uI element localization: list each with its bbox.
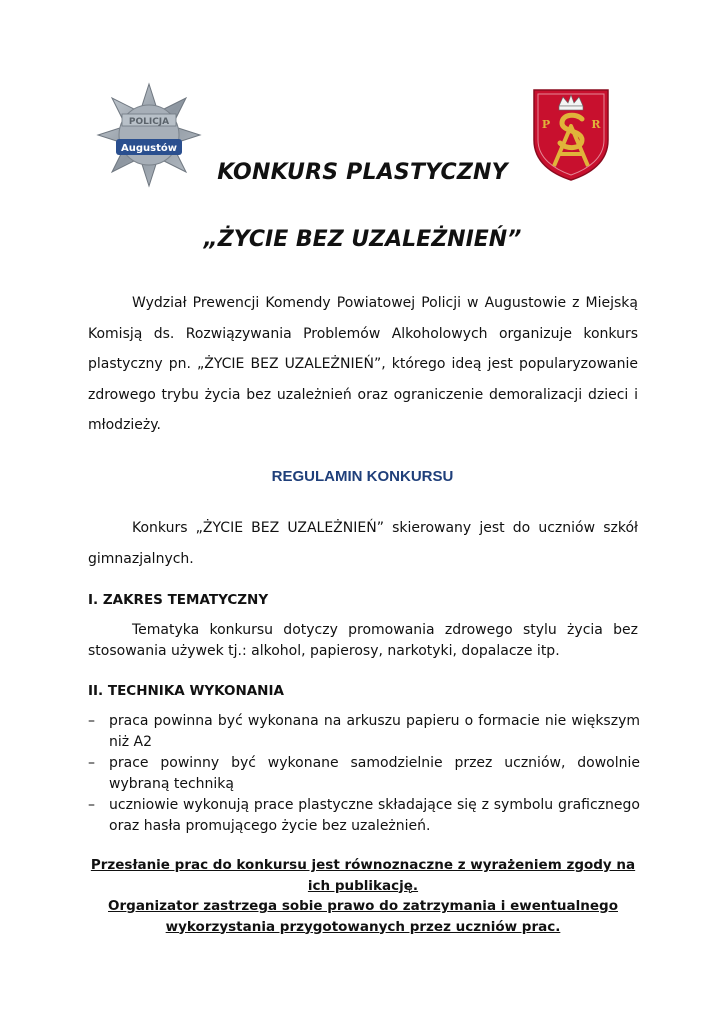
target-paragraph: Konkurs „ŻYCIE BEZ UZALEŻNIEŃ” skierowany jest do uczniów szkół gimnazjalnych. — [88, 520, 638, 567]
list-item-text: prace powinny być wykonane samodzielnie przez uczniów, dowolnie wybraną techniką — [109, 755, 640, 792]
list-item — [88, 753, 640, 795]
list-item — [88, 711, 640, 753]
intro-paragraph: Wydział Prewencji Komendy Powiatowej Policji w Augustowie z Miejską Komisją ds. Rozwiązywania Problemów Alkoholowych organizuje konkurs plastyczny pn. „ŻYCIE BEZ UZALEŻNIEŃ”, którego ideą jest popularyzowanie zdrowego trybu życia bez uzależnień oraz ograniczenie demoralizacji dzieci i młodzieży. — [88, 295, 638, 433]
contest-name: „ŻYCIE BEZ UZALEŻNIEŃ” — [203, 227, 522, 252]
organizer-notice: Organizator zastrzega sobie prawo do zatrzymania i ewentualnego wykorzystania przygotowanych przez uczniów prac. — [108, 898, 618, 935]
dash-bullet: – — [88, 755, 95, 771]
section-2-heading: II. TECHNIKA WYKONANIA — [88, 683, 284, 699]
police-badge-city: Augustów — [121, 143, 177, 154]
police-badge-label: POLICJA — [128, 117, 170, 127]
coat-letter-p: P — [541, 118, 551, 131]
list-item — [88, 795, 640, 837]
coat-letter-r: R — [591, 118, 601, 131]
list-item-text: praca powinna być wykonana na arkuszu papieru o formacie nie większym niż A2 — [109, 713, 640, 750]
rules-heading: REGULAMIN KONKURSU — [271, 468, 454, 485]
dash-bullet: – — [88, 797, 95, 813]
section-1-heading: I. ZAKRES TEMATYCZNY — [88, 592, 269, 608]
document-title: KONKURS PLASTYCZNY — [217, 160, 508, 185]
section-1-text: Tematyka konkursu dotyczy promowania zdrowego stylu życia bez stosowania używek tj.: alkohol, papierosy, narkotyki, dopalacze itp. — [88, 622, 638, 659]
list-item-text: uczniowie wykonują prace plastyczne składające się z symbolu graficznego oraz hasła promującego życie bez uzależnień. — [109, 797, 640, 834]
consent-notice: Przesłanie prac do konkursu jest równoznaczne z wyrażeniem zgody na ich publikację. — [90, 857, 636, 894]
notice-block — [88, 855, 638, 937]
technique-list — [88, 711, 640, 837]
dash-bullet: – — [88, 713, 95, 729]
